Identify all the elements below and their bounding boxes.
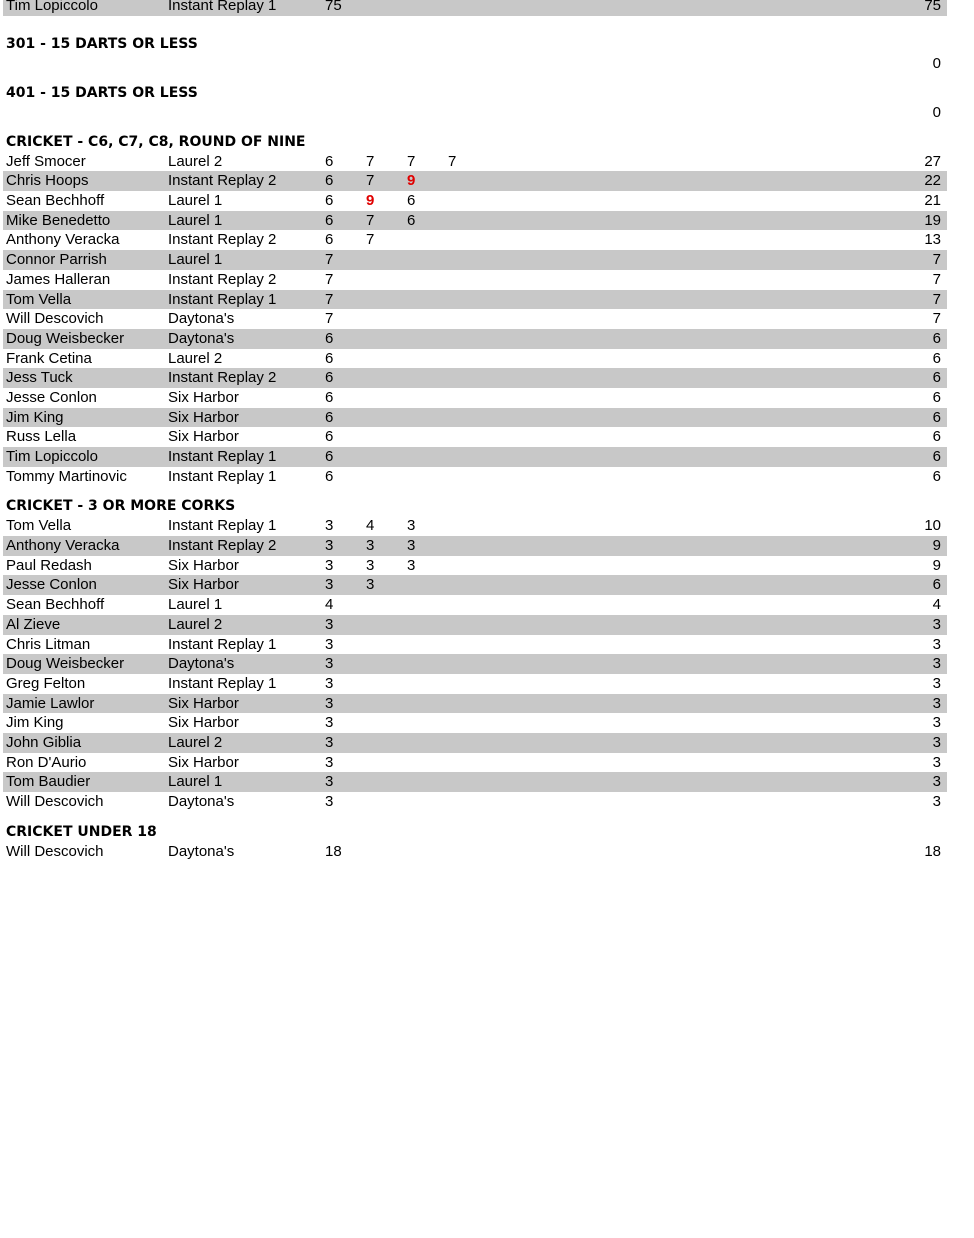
player-name: Frank Cetina [6,349,92,367]
player-name: James Halleran [6,270,111,288]
team-name: Instant Replay 1 [168,290,277,308]
player-name: John Giblia [6,733,82,751]
score-cell: 7 [366,231,375,249]
section [0,83,974,122]
table-row [3,152,947,172]
section-total: 0 [932,103,941,121]
total-cell: 4 [932,596,941,614]
total-cell: 19 [924,211,941,229]
score-cell: 7 [325,310,334,328]
team-name: Instant Replay 2 [168,231,277,249]
player-name: Connor Parrish [6,251,107,269]
player-name: Jesse Conlon [6,576,97,594]
table-row [3,713,947,733]
score-cell: 6 [407,211,416,229]
team-name: Laurel 1 [168,192,223,210]
table-row [3,595,947,615]
total-cell: 3 [932,674,941,692]
score-cell: 3 [325,714,334,732]
total-cell: 7 [932,290,941,308]
table-row [3,615,947,635]
score-cell: 7 [325,290,334,308]
score-cell: 4 [366,517,375,535]
team-name: Six Harbor [168,428,239,446]
player-name: Will Descovich [6,793,104,810]
table-row [3,191,947,211]
section-total-line [3,54,947,73]
score-cell: 3 [325,793,334,810]
score-cell: 75 [325,0,342,14]
total-cell: 3 [932,793,941,810]
team-name: Instant Replay 1 [168,0,277,14]
total-cell: 9 [932,537,941,555]
score-cell: 6 [325,172,334,190]
score-cell: 3 [325,694,334,712]
total-cell: 27 [924,152,941,170]
player-name: Jim King [6,408,64,426]
team-name: Six Harbor [168,753,239,771]
player-name: Tom Baudier [6,773,91,791]
team-name: Instant Replay 2 [168,172,277,190]
section [0,822,974,862]
section-title: CRICKET - C6, C7, C8, ROUND OF NINE [6,133,306,150]
score-cell: 9 [407,172,416,190]
table-row [3,309,947,329]
score-cell: 3 [366,537,375,555]
score-cell: 7 [407,152,416,170]
table-row [3,447,947,467]
table-row [3,694,947,714]
table-row [3,753,947,773]
team-name: Daytona's [168,310,235,328]
team-name: Instant Replay 1 [168,467,277,485]
total-cell: 6 [932,329,941,347]
team-name: Instant Replay 1 [168,517,277,535]
player-name: Tom Vella [6,517,72,535]
score-cell: 7 [448,152,457,170]
table-row [3,674,947,694]
total-cell: 3 [932,655,941,673]
total-cell: 6 [932,428,941,446]
score-cell: 6 [407,192,416,210]
section [0,132,974,487]
table-row [3,516,947,536]
team-name: Laurel 2 [168,152,223,170]
total-cell: 18 [924,842,941,860]
team-name: Laurel 1 [168,211,223,229]
section [0,496,974,811]
player-name: Chris Hoops [6,172,89,190]
team-name: Laurel 1 [168,251,223,269]
table-row [3,427,947,447]
table-row [3,467,947,487]
total-cell: 7 [932,251,941,269]
section-total-line [3,103,947,122]
score-cell: 7 [366,172,375,190]
table-row [3,536,947,556]
score-cell: 6 [325,467,334,485]
team-name: Six Harbor [168,576,239,594]
total-cell: 10 [924,517,941,535]
team-name: Laurel 1 [168,596,223,614]
total-cell: 3 [932,694,941,712]
score-cell: 9 [366,192,375,210]
team-name: Instant Replay 1 [168,635,277,653]
score-cell: 6 [325,211,334,229]
player-name: Will Descovich [6,310,104,328]
team-name: Instant Replay 2 [168,270,277,288]
section-title: 401 - 15 DARTS OR LESS [6,84,198,101]
total-cell: 75 [924,0,941,14]
score-cell: 3 [325,517,334,535]
total-cell: 22 [924,172,941,190]
table-row [3,388,947,408]
table-row [3,329,947,349]
score-cell: 6 [325,448,334,465]
player-name: Doug Weisbecker [6,655,125,673]
score-cell: 3 [325,655,334,673]
score-cell: 3 [407,517,416,535]
player-name: Greg Felton [6,674,86,692]
total-cell: 9 [932,556,941,574]
table-row [3,733,947,753]
table-row [3,290,947,310]
score-cell: 6 [325,408,334,426]
total-cell: 6 [932,576,941,594]
score-cell: 3 [325,537,334,555]
team-name: Laurel 2 [168,349,223,367]
total-cell: 7 [932,310,941,328]
sections-container [0,34,974,862]
player-name: Tommy Martinovic [6,467,127,485]
score-cell: 6 [325,369,334,387]
section-title: CRICKET UNDER 18 [6,823,157,840]
player-name: Al Zieve [6,615,61,633]
player-name: Mike Benedetto [6,211,111,229]
table-row [3,368,947,388]
score-cell: 4 [325,596,334,614]
table-row [3,0,947,16]
score-cell: 3 [325,576,334,594]
section [0,34,974,73]
score-cell: 3 [325,674,334,692]
score-cell: 6 [325,388,334,406]
table-row [3,654,947,674]
player-name: Jesse Conlon [6,388,97,406]
player-name: Jess Tuck [6,369,73,387]
total-cell: 6 [932,388,941,406]
team-name: Daytona's [168,329,235,347]
score-cell: 3 [366,556,375,574]
section-title: 301 - 15 DARTS OR LESS [6,35,198,52]
total-cell: 21 [924,192,941,210]
score-cell: 6 [325,349,334,367]
player-name: Sean Bechhoff [6,192,105,210]
table-row [3,556,947,576]
team-name: Daytona's [168,655,235,673]
team-name: Six Harbor [168,694,239,712]
score-cell: 3 [407,556,416,574]
score-cell: 7 [325,251,334,269]
total-cell: 3 [932,714,941,732]
score-cell: 3 [325,635,334,653]
player-name: Chris Litman [6,635,91,653]
table-row [3,792,947,812]
table-row [3,230,947,250]
score-cell: 3 [325,733,334,751]
score-cell: 3 [407,537,416,555]
score-cell: 6 [325,152,334,170]
player-name: Tim Lopiccolo [6,0,98,14]
player-name: Jim King [6,714,64,732]
score-cell: 7 [325,270,334,288]
player-name: Ron D'Aurio [6,753,87,771]
score-cell: 7 [366,211,375,229]
team-name: Daytona's [168,793,235,810]
team-name: Six Harbor [168,408,239,426]
team-name: Laurel 2 [168,733,223,751]
team-name: Six Harbor [168,714,239,732]
total-cell: 3 [932,733,941,751]
section-title: CRICKET - 3 OR MORE CORKS [6,498,236,515]
total-cell: 6 [932,369,941,387]
team-name: Instant Replay 1 [168,674,277,692]
player-name: Anthony Veracka [6,231,120,249]
team-name: Instant Replay 2 [168,369,277,387]
score-cell: 3 [325,615,334,633]
player-name: Tom Vella [6,290,72,308]
table-row [3,772,947,792]
table-row [3,575,947,595]
total-cell: 3 [932,635,941,653]
player-name: Tim Lopiccolo [6,448,98,465]
team-name: Six Harbor [168,556,239,574]
table-row [3,171,947,191]
total-cell: 13 [924,231,941,249]
total-cell: 6 [932,349,941,367]
player-name: Jeff Smocer [6,152,86,170]
table-row [3,408,947,428]
score-cell: 6 [325,231,334,249]
score-cell: 6 [325,192,334,210]
team-name: Instant Replay 2 [168,537,277,555]
player-name: Doug Weisbecker [6,329,125,347]
score-cell: 3 [325,773,334,791]
player-name: Will Descovich [6,842,104,860]
score-cell: 3 [325,753,334,771]
player-name: Sean Bechhoff [6,596,105,614]
score-cell: 3 [325,556,334,574]
table-row [3,250,947,270]
score-cell: 18 [325,842,342,860]
table-row [3,349,947,369]
score-cell: 3 [366,576,375,594]
total-cell: 3 [932,753,941,771]
score-cell: 6 [325,329,334,347]
total-cell: 6 [932,467,941,485]
player-name: Russ Lella [6,428,77,446]
team-name: Instant Replay 1 [168,448,277,465]
table-row [3,270,947,290]
team-name: Laurel 2 [168,615,223,633]
player-name: Paul Redash [6,556,92,574]
score-cell: 6 [325,428,334,446]
total-cell: 3 [932,615,941,633]
table-row [3,635,947,655]
player-name: Jamie Lawlor [6,694,95,712]
team-name: Laurel 1 [168,773,223,791]
total-cell: 3 [932,773,941,791]
total-cell: 6 [932,408,941,426]
team-name: Six Harbor [168,388,239,406]
table-row [3,211,947,231]
player-name: Anthony Veracka [6,537,120,555]
section-total: 0 [932,54,941,72]
total-cell: 7 [932,270,941,288]
table-row [3,842,947,862]
total-cell: 6 [932,448,941,465]
team-name: Daytona's [168,842,235,860]
score-cell: 7 [366,152,375,170]
